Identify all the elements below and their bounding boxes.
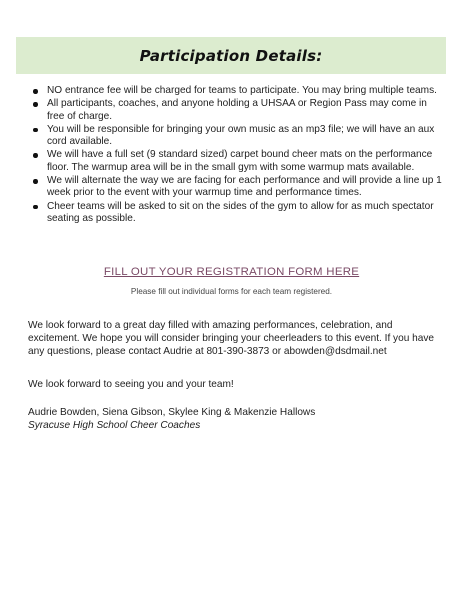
list-item-text: All participants, coaches, and anyone holding a UHSAA or Region Pass may come in free of charge. — [47, 98, 427, 122]
list-item-text: NO entrance fee will be charged for teams to participate. You may bring multiple teams. — [47, 85, 437, 96]
list-item-text: We will have a full set (9 standard sized) carpet bound cheer mats on the performance floor. The warmup area will be in the small gym with some warmup mats available. — [47, 149, 433, 173]
section-title: Participation Details: — [139, 47, 323, 65]
list-item — [24, 201, 442, 226]
bullet-dot-icon — [33, 89, 38, 94]
list-item-text: We will alternate the way we are facing for each performance and will provide a line up 1 week prior to the event with your warmup time and performance times. — [47, 175, 442, 199]
list-item-text: You will be responsible for bringing your own music as an mp3 file; we will have an aux cord available. — [47, 123, 435, 148]
registration-form-link[interactable]: FILL OUT YOUR REGISTRATION FORM HERE — [103, 266, 360, 278]
list-item — [24, 85, 442, 97]
list-item — [24, 124, 442, 149]
header-band — [16, 37, 446, 74]
closing-paragraph: We look forward to a great day filled with amazing performances, celebration, and excitement. We hope you will consider bringing your cheerleaders to this event. If you have any questions, please contact Audrie at 801-390-3873 or abowden@dsdmail.net — [28, 320, 435, 358]
list-item — [24, 149, 442, 174]
closing-see-you: We look forward to seeing you and your team! — [28, 379, 234, 390]
list-item — [24, 175, 442, 200]
participation-list — [24, 85, 442, 226]
bullet-dot-icon — [33, 179, 38, 184]
list-item — [24, 98, 442, 123]
bullet-dot-icon — [33, 102, 38, 107]
bullet-dot-icon — [33, 205, 38, 210]
bullet-dot-icon — [33, 128, 38, 133]
bullet-dot-icon — [33, 153, 38, 158]
list-item-text: Cheer teams will be asked to sit on the sides of the gym to allow for as much spectator seating as possible. — [47, 200, 434, 224]
school-line: Syracuse High School Cheer Coaches — [28, 420, 201, 431]
registration-note: Please fill out individual forms for each team registered. — [130, 287, 333, 296]
signers-line: Audrie Bowden, Siena Gibson, Skylee King & Makenzie Hallows — [28, 407, 316, 418]
